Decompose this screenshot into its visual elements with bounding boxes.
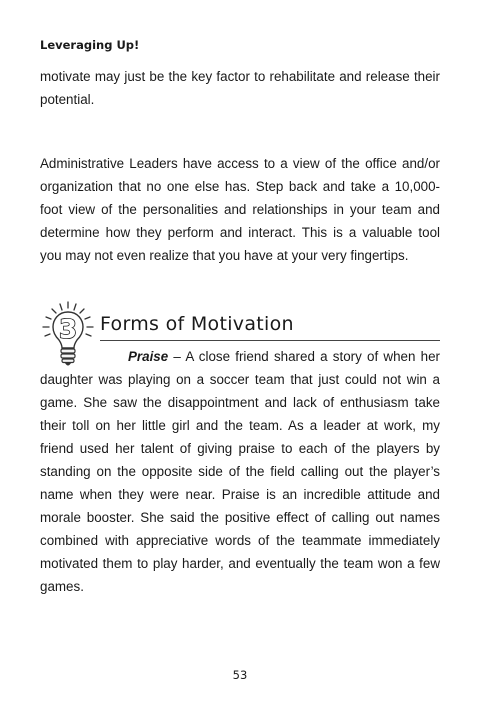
section-title: Forms of Motivation	[100, 313, 294, 335]
section-number: 3	[58, 315, 78, 344]
praise-lead: Praise	[128, 349, 169, 364]
paragraph-praise	[40, 345, 440, 598]
page-number: 53	[232, 668, 248, 682]
paragraph-administrative-leaders: Administrative Leaders have access to a view of the office and/or organization that no one else has. Step back and take a 10,000-foot view of the personalities and relationships in your team and determine how they perform and interact. This is a valuable tool you may not even realize that you have at your very fingertips.	[40, 156, 440, 263]
title-underline	[100, 340, 440, 341]
praise-text: – A close friend shared a story of when her daughter was playing on a soccer team that just could not win a game. She saw the disappointment and lack of enthusiasm take their toll on her little girl and the team. As a leader at work, my friend used her talent of giving praise to each of the players by standing on the opposite side of the field calling out the player’s name when they were near. Praise is an incredible attitude and morale booster. She said the positive effect of calling out names combined with appreciative words of the teammate immediately motivated them to play harder, and eventually the team won a few games.	[40, 349, 440, 594]
running-head: Leveraging Up!	[40, 38, 140, 52]
section-number-badge	[53, 312, 83, 344]
paragraph-continuation: motivate may just be the key factor to rehabilitate and release their potential.	[40, 69, 440, 107]
